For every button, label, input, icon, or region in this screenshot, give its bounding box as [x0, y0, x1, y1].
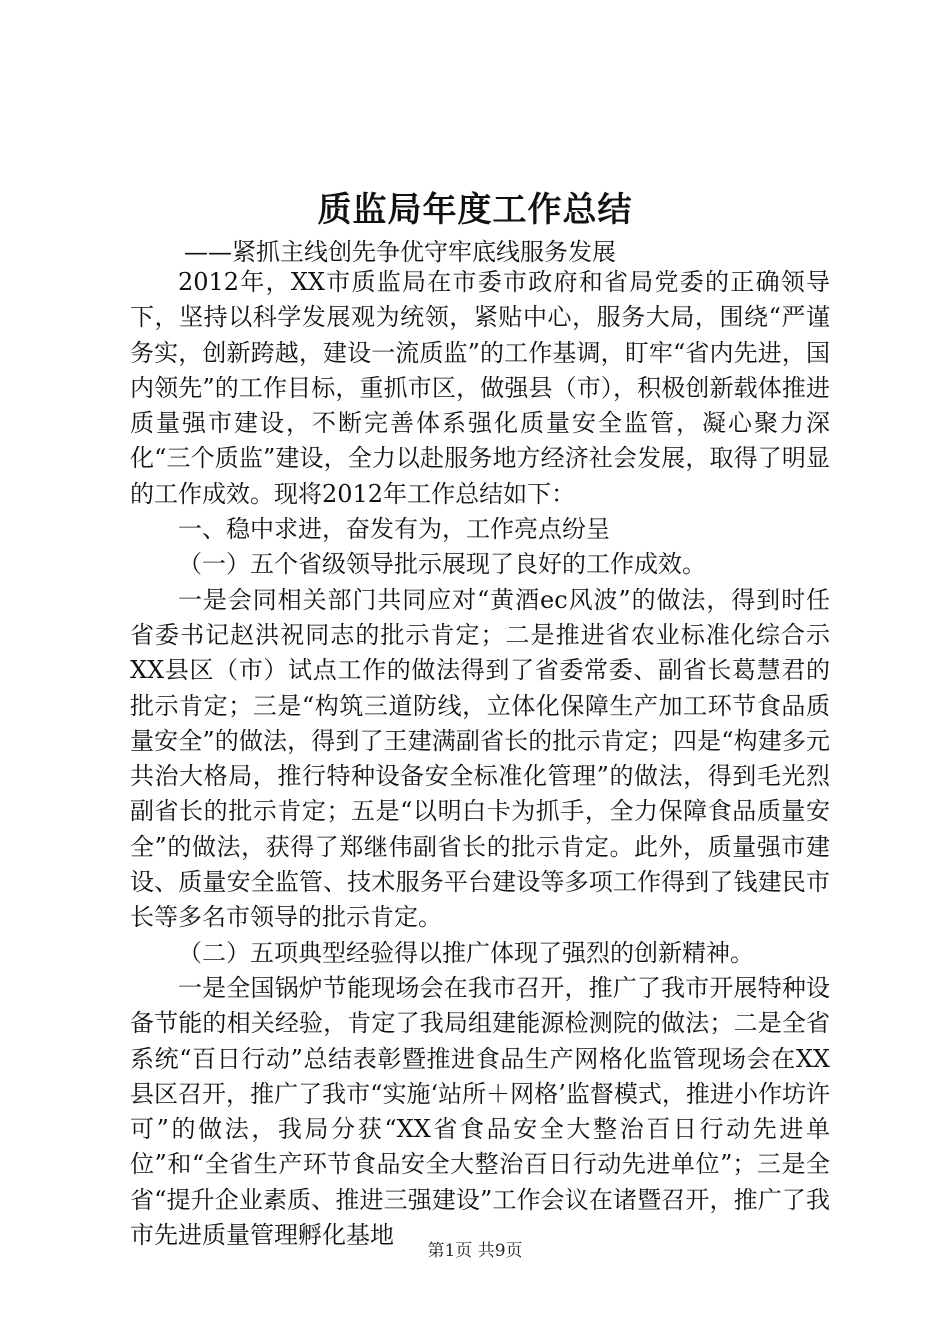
body-paragraph-1: 一是会同相关部门共同应对“黄酒ec风波”的做法，得到时任省委书记赵洪祝同志的批示肯定；二是推进省农业标准化综合示XX县区（市）试点工作的做法得到了省委常委、副省长葛慧君的批示肯定；三是“构筑三道防线，立体化保障生产加工环节食品质量安全”的做法，得到了王建满副省长的批示肯定；四是“构建多元共治大格局，推行特种设备安全标准化管理”的做法，得到毛光烈副省长的批示肯定；五是“以明白卡为抓手，全力保障食品质量安全”的做法，获得了郑继伟副省长的批示肯定。此外，质量强市建设、质量安全监管、技术服务平台建设等多项工作得到了钱建民市长等多名市领导的批示肯定。 — [130, 585, 830, 932]
body-paragraph-2: 一是全国锅炉节能现场会在我市召开，推广了我市开展特种设备节能的相关经验，肯定了我局组建能源检测院的做法；二是全省系统“百日行动”总结表彰暨推进食品生产网格化监管现场会在XX县区召开，推广了我市“实施‘站所＋网格’监督模式，推进小作坊许可”的做法，我局分获“XX省食品安全大整治百日行动先进单位”和“全省生产环节食品安全大整治百日行动先进单位”；三是全省“提升企业素质、推进三强建设”工作会议在诸暨召开，推广了我市先进质量管理孵化基地 — [130, 973, 830, 1250]
page-footer: 第1页 共9页 — [427, 1241, 523, 1261]
document-body — [130, 265, 830, 1253]
document-subtitle: ——紧抓主线创先争优守牢底线服务发展 — [184, 238, 616, 266]
document-title: 质监局年度工作总结 — [317, 190, 633, 230]
intro-paragraph: 2012年，XX市质监局在市委市政府和省局党委的正确领导下，坚持以科学发展观为统领，紧贴中心，服务大局，围绕“严谨务实，创新跨越，建设一流质监”的工作基调，盯牢“省内先进，国内领先”的工作目标，重抓市区，做强县（市），积极创新载体推进质量强市建设，不断完善体系强化质量安全监管，凝心聚力深化“三个质监”建设，全力以赴服务地方经济社会发展，取得了明显的工作成效。现将2012年工作总结如下： — [130, 268, 830, 508]
subsection-heading-2: （二）五项典型经验得以推广体现了强烈的创新精神。 — [178, 938, 754, 967]
subsection-heading-1: （一）五个省级领导批示展现了良好的工作成效。 — [178, 550, 706, 579]
section-heading-1: 一、稳中求进，奋发有为，工作亮点纷呈 — [178, 515, 610, 544]
